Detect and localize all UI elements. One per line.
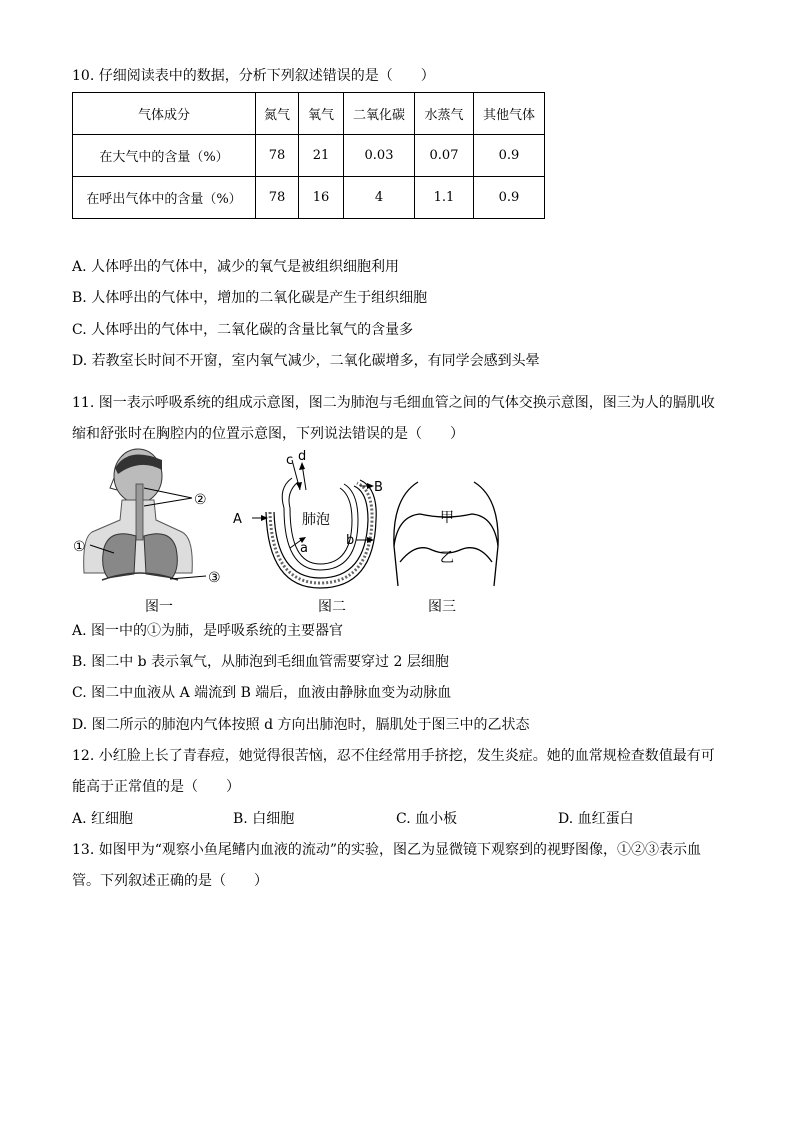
table-cell: 0.9 <box>474 135 545 177</box>
q12-option-c: C. 血小板 <box>396 811 458 827</box>
fig1-label-1: ① <box>73 539 86 555</box>
table-cell: 1.1 <box>415 177 474 219</box>
fig3-label-jia: 甲 <box>440 510 454 526</box>
table-header-cell: 其他气体 <box>474 93 545 135</box>
fig2-label-b: b <box>346 533 355 548</box>
fig3-label-yi: 乙 <box>440 550 454 566</box>
fig2-label-B: B <box>374 480 383 495</box>
fig2-label-alveolus: 肺泡 <box>302 512 330 528</box>
q10-option-d: D. 若教室长时间不开窗，室内氧气减少，二氧化碳增多，有同学会感到头晕 <box>72 353 540 369</box>
q10-option-b: B. 人体呼出的气体中，增加的二氧化碳是产生于组织细胞 <box>72 290 428 306</box>
table-header-cell: 水蒸气 <box>415 93 474 135</box>
table-header-cell: 二氧化碳 <box>344 93 415 135</box>
q11-stem-line1: 11. 图一表示呼吸系统的组成示意图，图二为肺泡与毛细血管之间的气体交换示意图，图三为人的膈肌收 <box>72 395 715 411</box>
table-cell: 78 <box>256 135 299 177</box>
table-row <box>73 177 545 219</box>
q12-stem-line1: 12. 小红脸上长了青春痘，她觉得很苦恼，忍不住经常用手挤挖，发生炎症。她的血常规检查数值最有可 <box>72 748 715 764</box>
fig2-label-A: A <box>233 512 242 527</box>
q11-option-a: A. 图一中的①为肺，是呼吸系统的主要器官 <box>72 623 344 639</box>
diaphragm-figure <box>388 476 506 594</box>
q13-stem-line2: 管。下列叙述正确的是（ ） <box>72 873 268 889</box>
q10-option-c: C. 人体呼出的气体中，二氧化碳的含量比氧气的含量多 <box>72 322 414 338</box>
gas-table <box>72 92 545 219</box>
fig2-label-c: c <box>286 453 294 468</box>
table-header-cell: 气体成分 <box>73 93 256 135</box>
fig2-label-a: a <box>300 541 308 556</box>
table-header-cell: 氧气 <box>299 93 344 135</box>
q10-stem: 10. 仔细阅读表中的数据，分析下列叙述错误的是（ ） <box>72 68 435 84</box>
table-cell: 16 <box>299 177 344 219</box>
q13-stem-line1: 13. 如图甲为“观察小鱼尾鳍内血液的流动”的实验，图乙为显微镜下观察到的视野图像，①②③表示血 <box>72 842 702 858</box>
table-row <box>73 135 545 177</box>
fig1-label-2: ② <box>194 492 207 508</box>
table-header-cell: 氮气 <box>256 93 299 135</box>
table-cell: 在大气中的含量（%） <box>73 135 256 177</box>
q12-option-b: B. 白细胞 <box>233 811 295 827</box>
table-cell: 0.03 <box>344 135 415 177</box>
q12-stem-line2: 能高于正常值的是（ ） <box>72 779 240 795</box>
q10-option-a: A. 人体呼出的气体中，减少的氧气是被组织细胞利用 <box>72 259 400 275</box>
q11-stem-line2: 缩和舒张时在胸腔内的位置示意图，下列说法错误的是（ ） <box>72 426 464 442</box>
fig3-caption: 图三 <box>428 599 456 615</box>
q12-option-a: A. 红细胞 <box>72 811 134 827</box>
q11-option-b: B. 图二中 b 表示氧气，从肺泡到毛细血管需要穿过 2 层细胞 <box>72 654 449 670</box>
table-cell: 4 <box>344 177 415 219</box>
q11-option-c: C. 图二中血液从 A 端流到 B 端后，血液由静脉血变为动脉血 <box>72 685 452 701</box>
table-cell: 21 <box>299 135 344 177</box>
table-cell: 0.9 <box>474 177 545 219</box>
table-cell: 在呼出气体中的含量（%） <box>73 177 256 219</box>
respiratory-system-figure <box>70 448 240 593</box>
alveolus-exchange-figure <box>228 448 388 593</box>
table-cell: 0.07 <box>415 135 474 177</box>
q12-option-d: D. 血红蛋白 <box>558 811 634 827</box>
fig1-caption: 图一 <box>145 599 173 615</box>
fig1-label-3: ③ <box>208 570 221 586</box>
table-cell: 78 <box>256 177 299 219</box>
table-header-row <box>73 93 545 135</box>
fig2-caption: 图二 <box>318 599 346 615</box>
fig2-label-d: d <box>298 449 307 464</box>
q11-option-d: D. 图二所示的肺泡内气体按照 d 方向出肺泡时，膈肌处于图三中的乙状态 <box>72 717 530 733</box>
